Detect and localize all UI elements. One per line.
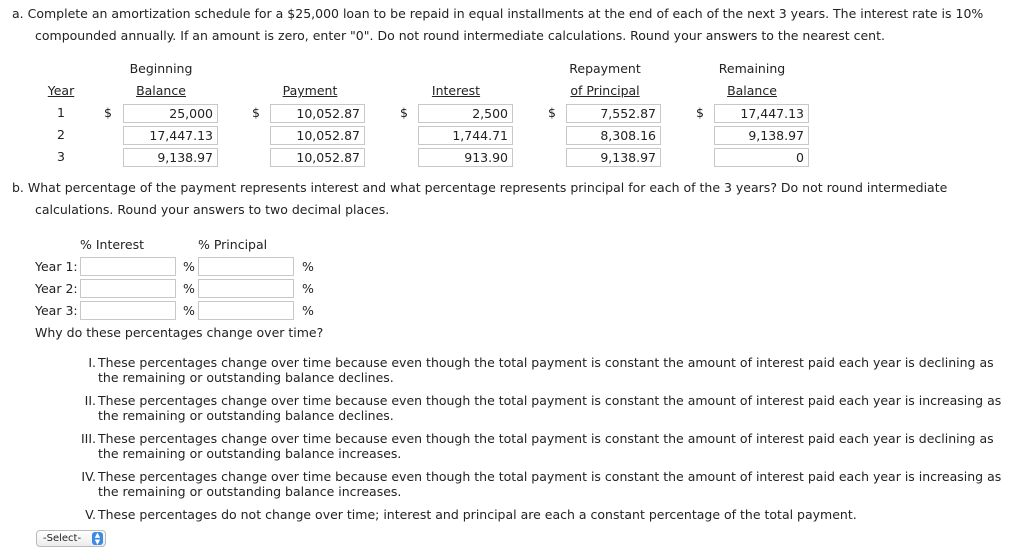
row-1-year: 1	[57, 105, 65, 120]
pct-symbol: %	[302, 259, 314, 274]
row-2-payment-input[interactable]: 10,052.87	[270, 126, 365, 145]
row-3-remaining-balance-input[interactable]: 0	[714, 148, 809, 167]
option-iii	[78, 431, 1018, 461]
row-2-year: 2	[57, 127, 65, 142]
option-i	[78, 355, 1018, 385]
option-i-text: These percentages change over time because even though the total payment is constant the amount of interest paid each year is declining as the remaining or outstanding balance declines.	[98, 355, 994, 385]
pct-symbol: %	[183, 303, 195, 318]
year-3-pct-interest-input[interactable]	[80, 301, 176, 320]
option-iii-number: III.	[80, 431, 96, 446]
part-b-line-2: calculations. Round your answers to two decimal places.	[35, 202, 390, 217]
row-1-payment-input[interactable]: 10,052.87	[270, 104, 365, 123]
option-i-number: I.	[88, 355, 96, 370]
option-v	[78, 507, 1018, 522]
row-2-remaining-balance-input[interactable]: 9,138.97	[714, 126, 809, 145]
header-remaining-bottom: Balance	[727, 83, 777, 98]
currency-symbol: $	[400, 105, 408, 120]
part-a-instructions	[12, 3, 983, 47]
currency-symbol: $	[104, 105, 112, 120]
part-b-instructions	[12, 177, 947, 221]
year-2-pct-principal-input[interactable]	[198, 279, 294, 298]
year-3-label: Year 3:	[35, 303, 78, 318]
header-beginning-bottom: Balance	[136, 83, 186, 98]
part-a-line-1: a. Complete an amortization schedule for a $25,000 loan to be repaid in equal installments at the end of each of the next 3 years. The interest rate is 10%	[12, 6, 984, 21]
row-3-interest-input[interactable]: 913.90	[418, 148, 513, 167]
option-ii-text: These percentages change over time because even though the total payment is constant the amount of interest paid each year is increasing as the remaining or outstanding balance declines.	[98, 393, 1002, 423]
option-v-text: These percentages do not change over time; interest and principal are each a constant percentage of the total payment.	[98, 507, 857, 522]
row-2-interest-input[interactable]: 1,744.71	[418, 126, 513, 145]
row-1-principal-input[interactable]: 7,552.87	[566, 104, 661, 123]
row-1-beginning-balance-input[interactable]: 25,000	[123, 104, 218, 123]
option-iv-text: These percentages change over time because even though the total payment is constant the amount of interest paid each year is increasing as the remaining or outstanding balance increases.	[98, 469, 1002, 499]
option-v-number: V.	[85, 507, 96, 522]
part-a-line-2: compounded annually. If an amount is zero, enter "0". Do not round intermediate calculations. Round your answers to the nearest cent.	[35, 28, 885, 43]
header-pct-principal: % Principal	[198, 237, 268, 252]
pct-symbol: %	[302, 303, 314, 318]
chevron-up-down-icon: ▲ ▼	[92, 532, 103, 545]
answer-select-value: -Select-	[43, 533, 82, 544]
row-3-payment-input[interactable]: 10,052.87	[270, 148, 365, 167]
pct-symbol: %	[183, 259, 195, 274]
option-iv	[78, 469, 1018, 499]
header-payment: Payment	[282, 83, 338, 98]
row-3-beginning-balance-input[interactable]: 9,138.97	[123, 148, 218, 167]
question-text: Why do these percentages change over time?	[35, 325, 324, 340]
pct-symbol: %	[302, 281, 314, 296]
option-ii	[78, 393, 1018, 423]
currency-symbol: $	[548, 105, 556, 120]
row-1-interest-input[interactable]: 2,500	[418, 104, 513, 123]
header-repayment-bottom: of Principal	[570, 83, 640, 98]
row-3-year: 3	[57, 149, 65, 164]
year-2-label: Year 2:	[35, 281, 78, 296]
year-1-label: Year 1:	[35, 259, 78, 274]
header-year: Year	[47, 83, 75, 98]
header-interest: Interest	[431, 83, 481, 98]
header-repayment-top: Repayment	[569, 61, 641, 76]
header-pct-interest: % Interest	[80, 237, 145, 252]
row-2-beginning-balance-input[interactable]: 17,447.13	[123, 126, 218, 145]
currency-symbol: $	[696, 105, 704, 120]
part-b-line-1: b. What percentage of the payment represents interest and what percentage represents principal for each of the 3 years? Do not round intermediate	[12, 180, 948, 195]
row-3-principal-input[interactable]: 9,138.97	[566, 148, 661, 167]
header-beginning-top: Beginning	[129, 61, 193, 76]
year-1-pct-principal-input[interactable]	[198, 257, 294, 276]
option-ii-number: II.	[84, 393, 96, 408]
currency-symbol: $	[252, 105, 260, 120]
row-1-remaining-balance-input[interactable]: 17,447.13	[714, 104, 809, 123]
answer-select[interactable]	[36, 530, 106, 547]
option-iii-text: These percentages change over time because even though the total payment is constant the amount of interest paid each year is declining as the remaining or outstanding balance increases.	[98, 431, 994, 461]
header-remaining-top: Remaining	[718, 61, 786, 76]
year-2-pct-interest-input[interactable]	[80, 279, 176, 298]
year-3-pct-principal-input[interactable]	[198, 301, 294, 320]
option-iv-number: IV.	[81, 469, 96, 484]
row-2-principal-input[interactable]: 8,308.16	[566, 126, 661, 145]
year-1-pct-interest-input[interactable]	[80, 257, 176, 276]
pct-symbol: %	[183, 281, 195, 296]
